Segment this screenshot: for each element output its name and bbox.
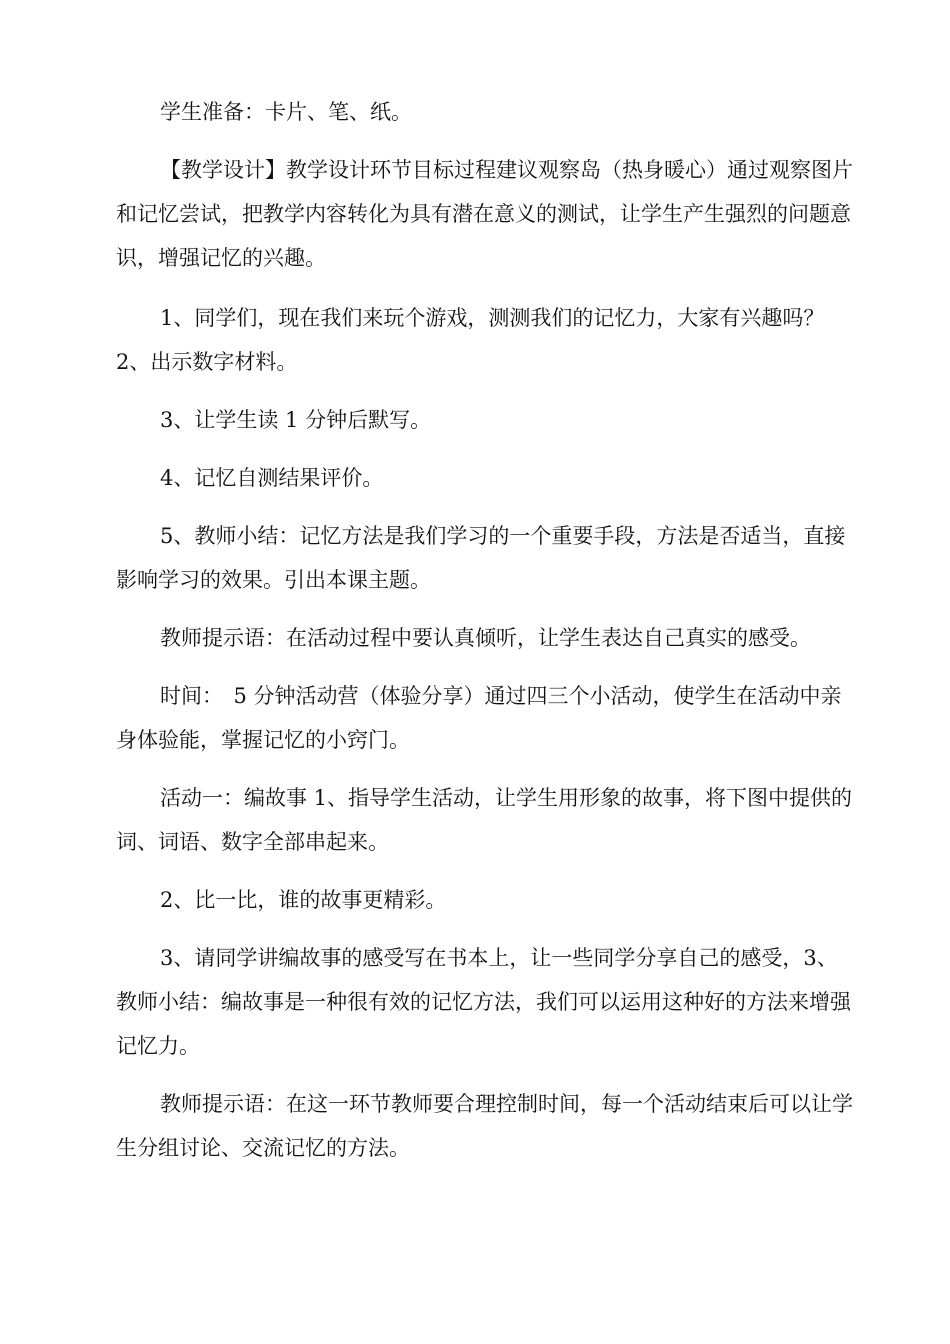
paragraph-step-5: 5、教师小结：记忆方法是我们学习的一个重要手段，方法是否适当，直接影响学习的效果。引出本课主题。 [116,524,846,592]
paragraph-step-1-2: 1、同学们，现在我们来玩个游戏，测测我们的记忆力，大家有兴趣吗？2、出示数字材料。 [116,306,825,374]
paragraph-activity-one: 活动一：编故事 1、指导学生活动，让学生用形象的故事，将下图中提供的词、词语、数字全部串起来。 [116,786,853,854]
paragraph-share-and-summary: 3、请同学讲编故事的感受写在书本上，让一些同学分享自己的感受，3、教师小结：编故事是一种很有效的记忆方法，我们可以运用这种好的方法来增强记忆力。 [116,946,851,1058]
paragraph-teacher-tip-1: 教师提示语：在活动过程中要认真倾听，让学生表达自己真实的感受。 [160,626,811,650]
paragraph-teaching-design: 【教学设计】教学设计环节目标过程建议观察岛（热身暖心）通过观察图片和记忆尝试，把教学内容转化为具有潜在意义的测试，让学生产生强烈的问题意识，增强记忆的兴趣。 [116,158,853,270]
paragraph-compare: 2、比一比，谁的故事更精彩。 [160,888,447,912]
paragraph-student-preparation: 学生准备：卡片、笔、纸。 [160,100,412,124]
paragraph-time-activity-camp: 时间： 5 分钟活动营（体验分享）通过四三个小活动，使学生在活动中亲身体验能，掌握记忆的小窍门。 [116,684,842,752]
paragraph-teacher-tip-2: 教师提示语：在这一环节教师要合理控制时间，每一个活动结束后可以让学生分组讨论、交流记忆的方法。 [116,1092,853,1160]
paragraph-step-4: 4、记忆自测结果评价。 [160,466,384,490]
paragraph-step-3: 3、让学生读 1 分钟后默写。 [160,408,432,432]
